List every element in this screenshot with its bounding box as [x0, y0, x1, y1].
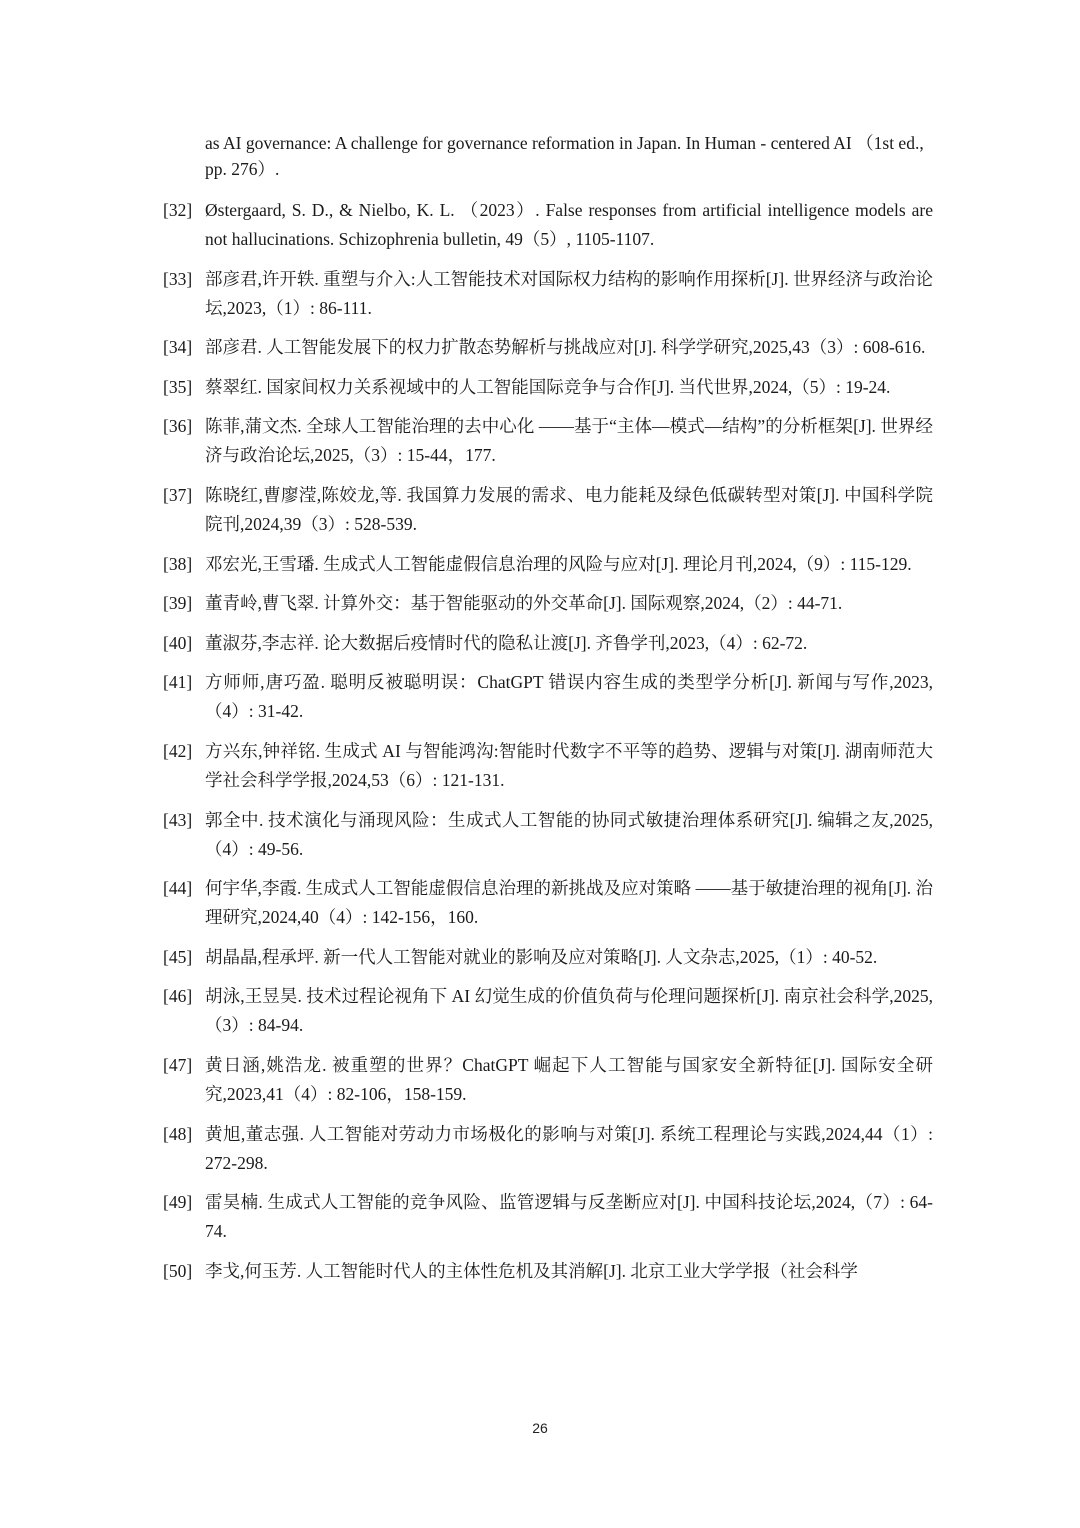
reference-continuation — [205, 130, 925, 182]
reference-item — [163, 629, 933, 658]
reference-text: 黄旭,董志强. 人工智能对劳动力市场极化的影响与对策[J]. 系统工程理论与实践,2024,44（1）: 272-298. — [205, 1123, 933, 1173]
reference-item — [163, 1257, 933, 1286]
reference-number: [37] — [163, 484, 193, 505]
reference-text: 何宇华,李霞. 生成式人工智能虚假信息治理的新挑战及应对策略 ——基于敏捷治理的视角[J]. 治理研究,2024,40（4）: 142-156，160. — [205, 878, 933, 928]
reference-number: [44] — [163, 878, 193, 899]
reference-text: 方兴东,钟祥铭. 生成式 AI 与智能鸿沟:智能时代数字不平等的趋势、逻辑与对策[J]. 湖南师范大学社会科学学报,2024,53（6）: 121-131. — [205, 740, 933, 790]
reference-text: 方师师,唐巧盈. 聪明反被聪明误：ChatGPT 错误内容生成的类型学分析[J]. 新闻与写作,2023,（4）: 31-42. — [205, 672, 933, 722]
reference-number: [43] — [163, 809, 193, 830]
reference-number: [42] — [163, 740, 193, 761]
reference-number: [38] — [163, 553, 193, 574]
reference-text: Østergaard, S. D., & Nielbo, K. L. （2023）. False responses from artificial intelligence models are not hallucinations. Schizophrenia bulletin, 49（5）, 1105-1107. — [205, 200, 933, 249]
reference-number: [46] — [163, 986, 193, 1007]
reference-text: 胡泳,王昱昊. 技术过程论视角下 AI 幻觉生成的价值负荷与伦理问题探析[J]. 南京社会科学,2025,（3）: 84-94. — [205, 986, 933, 1036]
reference-item — [163, 1188, 933, 1246]
reference-list — [163, 196, 933, 1296]
reference-item — [163, 1051, 933, 1109]
reference-text: 黄日涵,姚浩龙. 被重塑的世界？ChatGPT 崛起下人工智能与国家安全新特征[J]. 国际安全研究,2023,41（4）: 82-106，158-159. — [205, 1054, 933, 1104]
reference-text: 李戈,何玉芳. 人工智能时代人的主体性危机及其消解[J]. 北京工业大学学报（社会科学 — [205, 1260, 858, 1281]
reference-text: 郭全中. 技术演化与涌现风险：生成式人工智能的协同式敏捷治理体系研究[J]. 编辑之友,2025,（4）: 49-56. — [205, 809, 933, 859]
reference-number: [32] — [163, 200, 193, 220]
reference-text: 部彦君. 人工智能发展下的权力扩散态势解析与挑战应对[J]. 科学学研究,2025,43（3）: 608-616. — [205, 337, 926, 358]
reference-text: 陈晓红,曹廖滢,陈姣龙,等. 我国算力发展的需求、电力能耗及绿色低碳转型对策[J]. 中国科学院院刊,2024,39（3）: 528-539. — [205, 484, 933, 534]
reference-item — [163, 737, 933, 795]
reference-number: [40] — [163, 632, 193, 653]
reference-item — [163, 412, 933, 470]
reference-number: [41] — [163, 672, 193, 693]
reference-item — [163, 589, 933, 618]
reference-item — [163, 982, 933, 1040]
reference-item — [163, 806, 933, 864]
reference-number: [34] — [163, 337, 193, 358]
reference-number: [36] — [163, 416, 193, 437]
reference-item — [163, 550, 933, 579]
reference-text: 董青岭,曹飞翠. 计算外交：基于智能驱动的外交革命[J]. 国际观察,2024,（2）: 44-71. — [205, 593, 843, 614]
reference-text: 雷昊楠. 生成式人工智能的竞争风险、监管逻辑与反垄断应对[J]. 中国科技论坛,2024,（7）: 64-74. — [205, 1192, 933, 1242]
reference-item — [163, 943, 933, 972]
reference-item — [163, 196, 933, 254]
reference-number: [39] — [163, 593, 193, 614]
reference-item — [163, 1120, 933, 1178]
page-number: 26 — [532, 1420, 548, 1436]
reference-item — [163, 333, 933, 362]
reference-text: 陈菲,蒲文杰. 全球人工智能治理的去中心化 ——基于“主体—模式—结构”的分析框架[J]. 世界经济与政治论坛,2025,（3）: 15-44，177. — [205, 416, 933, 466]
reference-text: 蔡翠红. 国家间权力关系视域中的人工智能国际竞争与合作[J]. 当代世界,2024,（5）: 19-24. — [205, 376, 891, 397]
reference-number: [33] — [163, 268, 193, 289]
reference-text: 董淑芬,李志祥. 论大数据后疫情时代的隐私让渡[J]. 齐鲁学刊,2023,（4）: 62-72. — [205, 632, 808, 653]
reference-number: [50] — [163, 1260, 193, 1281]
reference-item — [163, 874, 933, 932]
reference-item — [163, 265, 933, 323]
reference-text: 部彦君,许开轶. 重塑与介入:人工智能技术对国际权力结构的影响作用探析[J]. 世界经济与政治论坛,2023,（1）: 86-111. — [205, 268, 933, 318]
reference-item — [163, 668, 933, 726]
reference-text: 胡晶晶,程承坪. 新一代人工智能对就业的影响及应对策略[J]. 人文杂志,2025,（1）: 40-52. — [205, 946, 878, 967]
reference-item — [163, 481, 933, 539]
reference-number: [47] — [163, 1054, 193, 1075]
reference-number: [35] — [163, 376, 193, 397]
reference-number: [48] — [163, 1123, 193, 1144]
reference-number: [49] — [163, 1192, 193, 1213]
reference-text: 邓宏光,王雪璠. 生成式人工智能虚假信息治理的风险与应对[J]. 理论月刊,2024,（9）: 115-129. — [205, 553, 912, 574]
reference-number: [45] — [163, 946, 193, 967]
reference-continuation-text: as AI governance: A challenge for governance reformation in Japan. In Human - centered AI （1st ed., pp. 276）. — [205, 133, 924, 179]
reference-item — [163, 373, 933, 402]
